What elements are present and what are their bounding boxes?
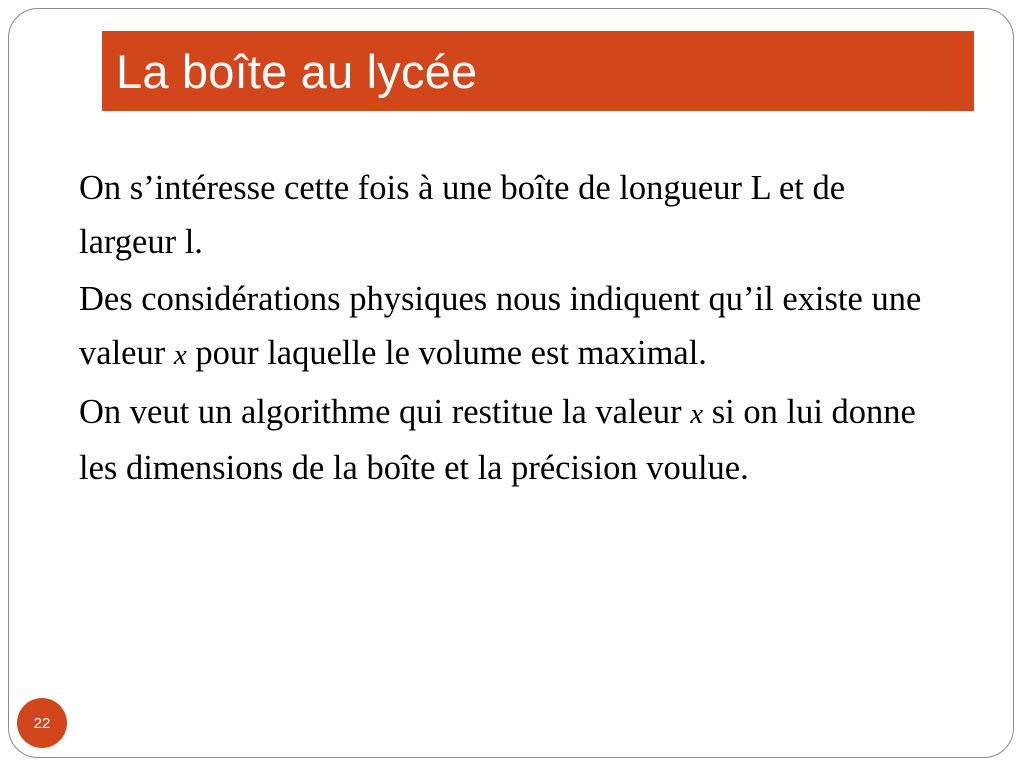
paragraph-3-text-a: On veut un algorithme qui restitue la valeur <box>79 393 691 431</box>
variable-x: x <box>173 339 187 371</box>
paragraph-1 <box>79 161 929 269</box>
paragraph-2 <box>79 272 929 382</box>
variable-x: x <box>690 398 704 430</box>
paragraph-3 <box>79 385 929 495</box>
paragraph-3-text-b: si on lui donne les dimensions de la boîte et la précision voulue. <box>79 393 916 487</box>
paragraph-2-text-a: Des considérations physiques nous indiquent qu’il existe une valeur <box>79 280 922 372</box>
paragraph-2-text-b: pour laquelle le volume est maximal. <box>186 334 707 372</box>
page-number: 22 <box>33 714 51 732</box>
title-bar <box>102 31 974 111</box>
page-number-badge <box>17 698 67 748</box>
slide-body <box>79 161 929 498</box>
paragraph-1-text: On s’intéresse cette fois à une boîte de longueur L et de largeur l. <box>79 169 846 261</box>
slide-title: La boîte au lycée <box>116 44 478 98</box>
